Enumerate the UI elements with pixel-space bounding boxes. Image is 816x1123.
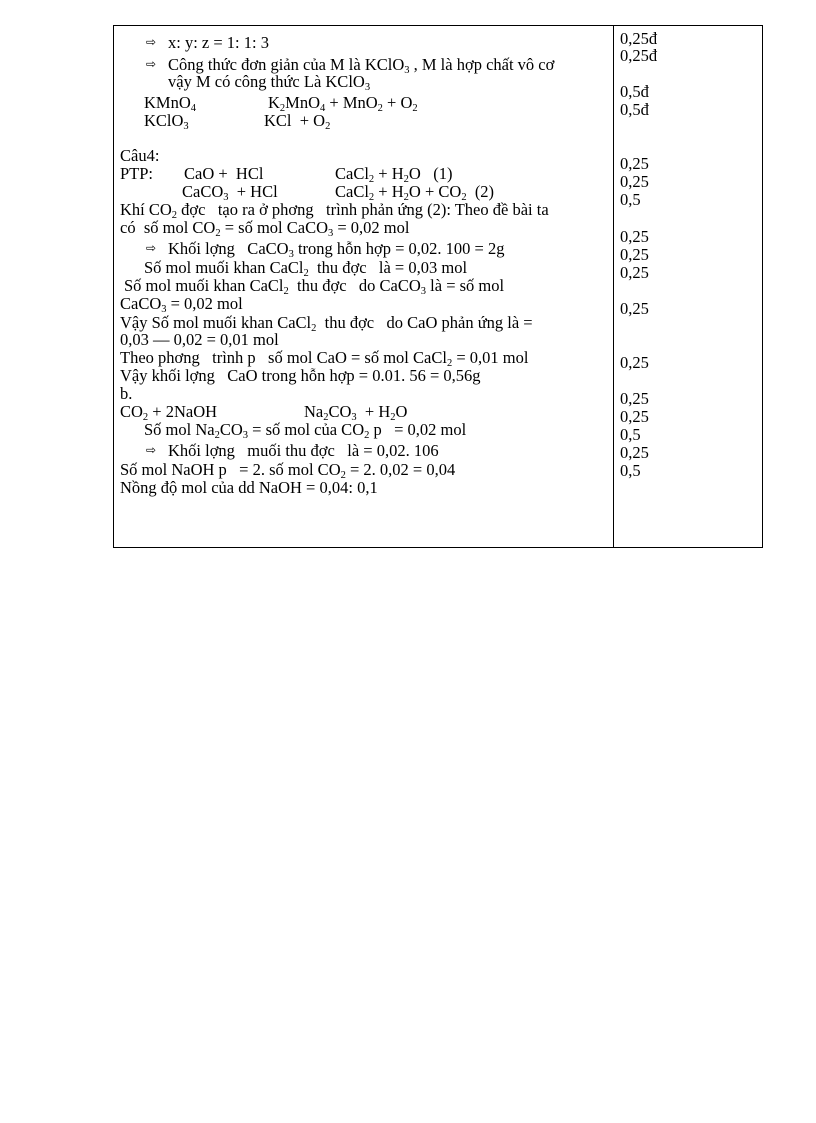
reaction1-right: CaCl$_2$ + $H_2O$ (1): [335, 164, 453, 185]
score: 0,25: [620, 263, 649, 282]
arrow-icon: ⇨: [146, 35, 157, 49]
text-line-8: 0,03 — 0,02 = 0,01 mol: [120, 330, 279, 349]
eq2-reactant: KClO$_3$: [144, 111, 189, 132]
column-divider: [613, 26, 614, 547]
text-line-5: Số mol muối khan CaCl$_2$ thu đợc do CaCO$_3$ là = số mol: [124, 276, 505, 297]
eq1-reactant: KMnO$_4$: [144, 93, 197, 114]
score: 0,25: [620, 154, 649, 173]
ratio-line: ⇨ x: y: z = 1: 1: 3: [146, 33, 269, 52]
reaction3-left: $CO_2$ + 2NaOH: [120, 402, 218, 423]
score: 0,5đ: [620, 82, 649, 101]
part-b-label: b.: [120, 384, 133, 403]
text-line-13: Số mol $Na_2CO_3$ = số mol của $CO_2$ p = 0,02 mol: [144, 420, 467, 441]
formula-line-2: vậy M có công thức Là KClO$_3$: [168, 72, 371, 93]
text-line-16: Nồng độ mol của dd NaOH = 0,04: 0,1: [120, 478, 378, 497]
text-line-3: ⇨ Khối lợng CaCO$_3$ trong hỗn hợp = 0,02. 100 = 2g: [146, 239, 505, 260]
score: 0,5đ: [620, 100, 649, 119]
score: 0,25: [620, 245, 649, 264]
text-line-6: CaCO$_3$ = 0,02 mol: [120, 294, 243, 315]
reaction1-left: CaO + HCl: [184, 164, 264, 183]
score: 0,25: [620, 443, 649, 462]
score: 0,25: [620, 389, 649, 408]
score: 0,25: [620, 353, 649, 372]
answer-table: [113, 25, 763, 548]
text-line-14: ⇨ Khối lợng muối thu đợc là = 0,02. 106: [146, 441, 439, 460]
score: 0,25: [620, 407, 649, 426]
score: 0,5: [620, 425, 641, 444]
score: 0,5: [620, 461, 641, 480]
reaction2-left: CaCO$_3$ + HCl: [182, 182, 278, 203]
score: 0,25đ: [620, 46, 658, 65]
score: 0,25đ: [620, 29, 658, 48]
text-line-4: Số mol muối khan CaCl$_2$ thu đợc là = 0,03 mol: [144, 258, 468, 279]
arrow-icon: ⇨: [146, 241, 157, 255]
text-line-1: Khí $CO_2$ đợc tạo ra ở phơng trình phản ứng (2): Theo đề bài ta: [120, 200, 549, 221]
cau4-title: Câu4:: [120, 146, 160, 165]
eq2-products: KCl + $O_2$: [264, 111, 331, 132]
eq1-products: $K_2MnO_4 + MnO_2 + O_2$: [268, 93, 418, 114]
arrow-icon: ⇨: [146, 57, 157, 71]
text-line-9: Theo phơng trình p số mol CaO = số mol CaCl$_2$ = 0,01 mol: [120, 348, 529, 369]
ptp-label: PTP:: [120, 164, 154, 183]
arrow-icon: ⇨: [146, 443, 157, 457]
text-line-7: Vậy Số mol muối khan CaCl$_2$ thu đợc do CaO phản ứng là =: [120, 313, 533, 334]
text-line-15: Số mol NaOH p = 2. số mol $CO_2 = 2$. 0,02 = 0,04: [120, 460, 456, 481]
formula-line-1: ⇨ Công thức đơn giản của M là KClO$_3$ , M là hợp chất vô cơ: [146, 55, 555, 76]
score: 0,25: [620, 172, 649, 191]
reaction3-right: $Na_2CO_3 + H_2O$: [304, 402, 408, 423]
score: 0,5: [620, 190, 641, 209]
score: 0,25: [620, 227, 649, 246]
text-line-10: Vậy khối lợng CaO trong hỗn hợp = 0.01. 56 = 0,56g: [120, 366, 481, 385]
reaction2-right: CaCl$_2$ + $H_2O + CO_2$ (2): [335, 182, 495, 203]
score: 0,25: [620, 299, 649, 318]
text-line-2: có số mol $CO_2$ = số mol CaCO$_3$ = 0,02 mol: [120, 218, 410, 239]
